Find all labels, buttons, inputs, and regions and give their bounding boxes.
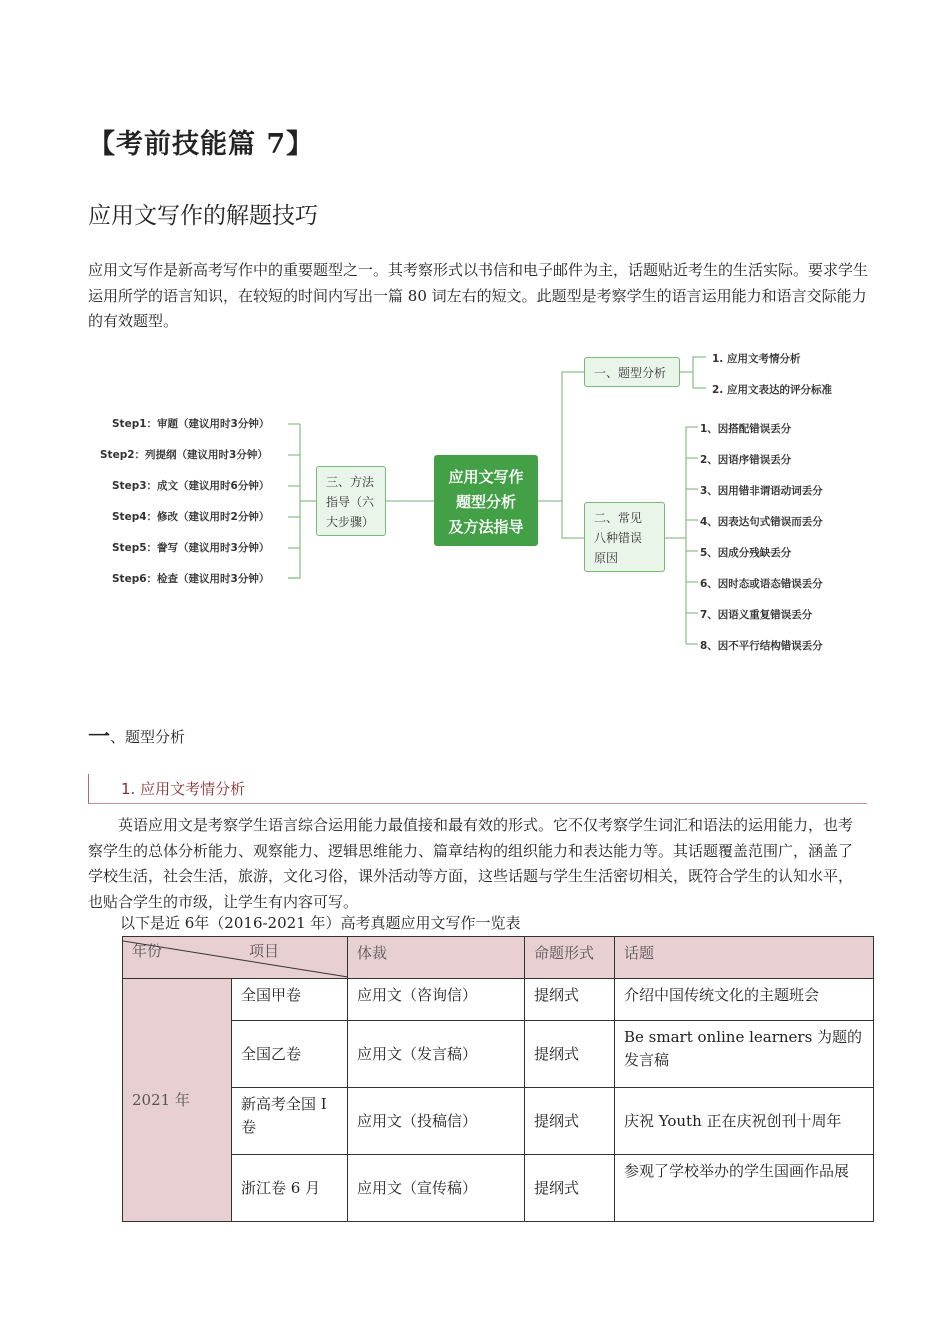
intro-paragraph: 应用文写作是新高考写作中的重要题型之一。其考察形式以书信和电子邮件为主，话题贴近考生的生活实际。要求学生运用所学的语言知识，在较短的时间内写出一篇 80 词左右的短文。此题型是考察学生的语言运用能力和语言交际能力的有效题型。 <box>88 261 869 330</box>
page-title: 应用文写作的解题技巧 <box>88 203 318 229</box>
error-leaf: 7、因语义重复错误丢分 <box>700 609 813 621</box>
mind-map <box>0 340 950 680</box>
step-leaf: Step4：修改（建议用时2分钟） <box>112 511 270 523</box>
step-leaf: Step2：列提纲（建议用时3分钟） <box>100 449 268 461</box>
table-header-row <box>123 937 874 979</box>
subsection-heading: 1. 应用文考情分析 <box>88 774 867 804</box>
error-leaf: 6、因时态或语态错误丢分 <box>700 578 823 590</box>
exam-table <box>122 936 874 1222</box>
diagonal-header-cell: 年份 项目 <box>123 937 348 979</box>
error-leaf: 8、因不平行结构错误丢分 <box>700 640 823 652</box>
step-leaf: Step3：成文（建议用时6分钟） <box>112 480 270 492</box>
table-row: 全国乙卷 应用文（发言稿） 提纲式 Be smart online learners 为题的发言稿 <box>123 1021 874 1088</box>
table-row: 2021 年 全国甲卷 应用文（咨询信） 提纲式 介绍中国传统文化的主题班会 <box>123 979 874 1021</box>
table-header-cell: 话题 <box>615 937 874 979</box>
type-leaf: 1. 应用文考情分析 <box>712 353 801 365</box>
table-header-cell: 命题形式 <box>525 937 615 979</box>
table-header-cell: 体裁 <box>348 937 525 979</box>
error-leaf: 1、因搭配错误丢分 <box>700 423 792 435</box>
error-leaf: 2、因语序错误丢分 <box>700 454 792 466</box>
table-row: 浙江卷 6 月 应用文（宣传稿） 提纲式 参观了学校举办的学生国画作品展 <box>123 1155 874 1222</box>
method-node: 三、方法 指导（六 大步骤） <box>316 466 386 536</box>
step-leaf: Step5：誊写（建议用时3分钟） <box>112 542 270 554</box>
error-leaf: 3、因用错非谓语动词丢分 <box>700 485 823 497</box>
type-leaf: 2. 应用文表达的评分标准 <box>712 384 832 396</box>
step-leaf: Step1：审题（建议用时3分钟） <box>112 418 270 430</box>
errors-node: 二、常见 八种错误 原因 <box>584 502 665 572</box>
error-leaf: 4、因表达句式错误而丢分 <box>700 516 823 528</box>
mind-map-center: 应用文写作 题型分析 及方法指导 <box>434 455 538 546</box>
type-analysis-node: 一、题型分析 <box>584 357 680 387</box>
table-caption: 以下是近 6年（2016-2021 年）高考真题应用文写作一览表 <box>120 914 521 932</box>
table-row: 新高考全国 I 卷 应用文（投稿信） 提纲式 庆祝 Youth 正在庆祝创刊十周年 <box>123 1088 874 1155</box>
step-leaf: Step6：检查（建议用时3分钟） <box>112 573 270 585</box>
body-paragraph: 英语应用文是考察学生语言综合运用能力最值接和最有效的形式。它不仅考察学生词汇和语法的运用能力，也考察学生的总体分析能力、观察能力、逻辑思维能力、篇章结构的组织能力和表达能力等。其话题覆盖范围广，涵盖了学校生活，社会生活，旅游，文化习俗，课外活动等方面，这些话题与学生生活密切相关，既符合学生的认知水平，也贴合学生的市级，让学生有内容可写。 <box>88 816 854 911</box>
error-leaf: 5、因成分残缺丢分 <box>700 547 792 559</box>
year-cell: 2021 年 <box>123 979 232 1222</box>
page-tag-title: 【考前技能篇 7】 <box>88 129 315 160</box>
section-heading: 一、题型分析 <box>88 725 186 750</box>
